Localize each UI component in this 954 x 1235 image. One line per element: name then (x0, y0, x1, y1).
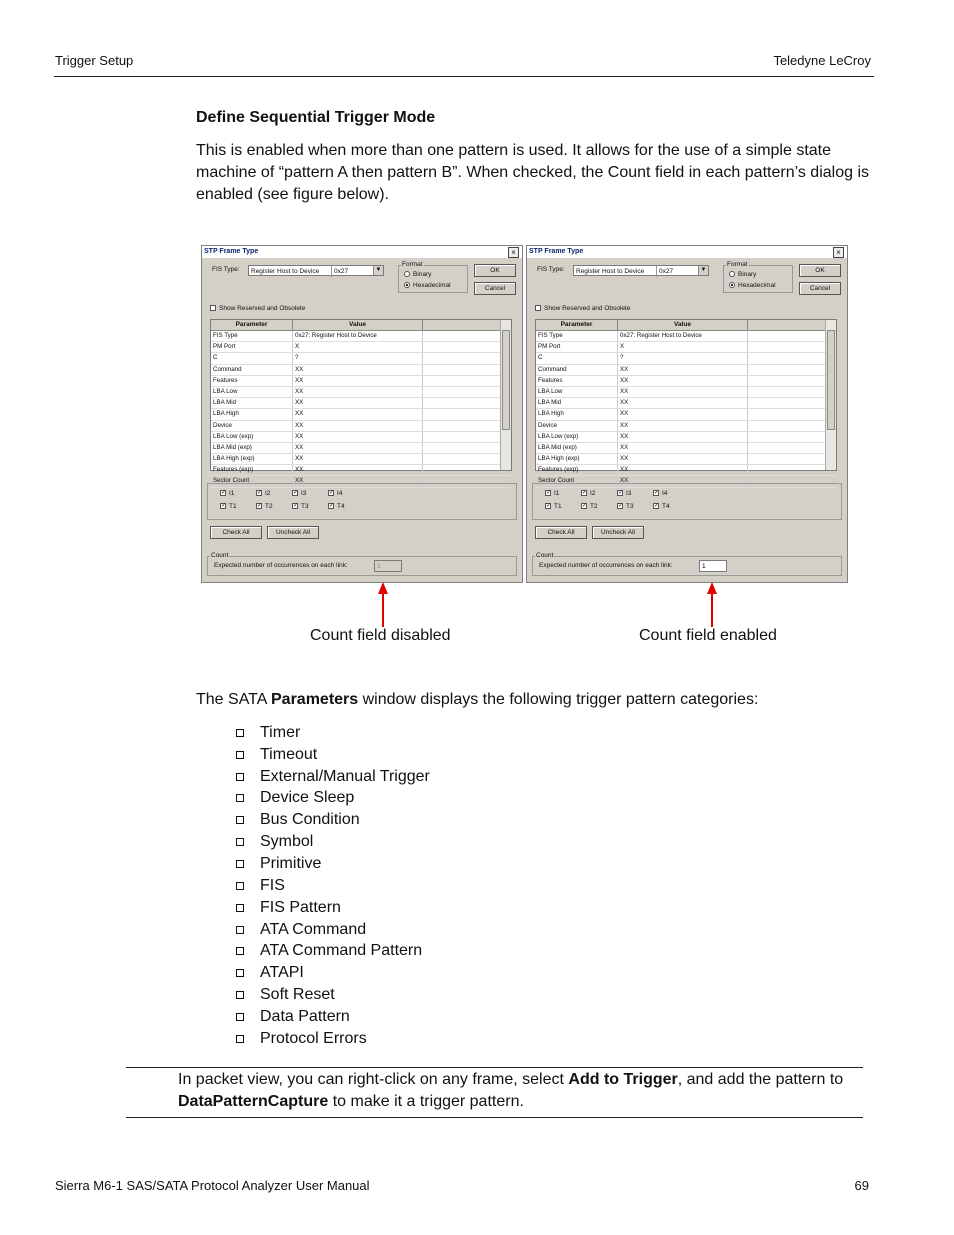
note-part-1: In packet view, you can right-click on any frame, select (178, 1071, 569, 1088)
note-rule-bottom (126, 1117, 863, 1118)
param-cell: LBA Low (211, 387, 293, 397)
count-group (532, 552, 842, 576)
category-item (236, 809, 430, 831)
format-label: Format (402, 261, 423, 268)
category-label: FIS (260, 876, 285, 894)
radio-icon (404, 271, 410, 277)
category-label: Symbol (260, 833, 314, 851)
category-item (236, 766, 430, 788)
category-list (236, 722, 430, 1050)
category-item (236, 1028, 430, 1050)
category-item (236, 1006, 430, 1028)
format-label: Format (727, 261, 748, 268)
header-rule (54, 76, 874, 77)
checkbox-label: T4 (337, 503, 345, 510)
count-description: Expected number of occurrences on each link: (539, 562, 673, 569)
scroll-thumb[interactable] (827, 330, 835, 430)
check-all-button[interactable]: Check All (535, 526, 587, 539)
checked-icon: ✓ (582, 503, 588, 510)
param-cell: FIS Type (536, 331, 618, 341)
table-row[interactable] (536, 353, 836, 364)
radio-selected-icon (729, 282, 735, 288)
value-cell[interactable]: X (618, 342, 748, 352)
grid-header (211, 320, 511, 331)
table-row[interactable] (536, 421, 836, 432)
trigger-checkbox[interactable] (256, 490, 292, 497)
column-header-parameter[interactable]: Parameter (536, 320, 618, 330)
header-section-title: Trigger Setup (55, 53, 134, 68)
radio-label: Binary (738, 271, 757, 278)
table-row[interactable] (536, 454, 836, 465)
checkbox-label: I3 (626, 490, 632, 497)
category-label: Primitive (260, 854, 322, 872)
trigger-checkbox[interactable] (292, 490, 328, 497)
format-group (723, 261, 793, 293)
close-icon[interactable]: × (508, 247, 519, 258)
checkbox-bullet-icon (236, 794, 244, 802)
value-cell[interactable]: XX (293, 432, 423, 442)
category-item (236, 831, 430, 853)
param-cell: PM Port (211, 342, 293, 352)
value-cell[interactable]: XX (293, 465, 423, 475)
param-cell: Device (536, 421, 618, 431)
value-cell[interactable]: XX (293, 421, 423, 431)
table-row[interactable] (211, 465, 511, 476)
checkbox-label: T2 (590, 503, 598, 510)
param-cell: LBA High (536, 409, 618, 419)
checkbox-label: T4 (662, 503, 670, 510)
param-cell: FIS Type (211, 331, 293, 341)
trigger-checkbox[interactable] (581, 490, 617, 497)
check-row (545, 490, 689, 497)
table-row[interactable] (211, 398, 511, 409)
checked-icon: ✓ (329, 503, 335, 510)
param-cell: LBA Mid (exp) (536, 443, 618, 453)
checked-icon: ✓ (293, 503, 299, 510)
value-cell[interactable]: XX (293, 443, 423, 453)
param-cell: Sector Count (211, 476, 293, 486)
stp-frame-type-dialog-disabled (201, 245, 523, 583)
param-cell: PM Port (536, 342, 618, 352)
category-label: Timer (260, 723, 301, 741)
checked-icon: ✓ (618, 503, 624, 510)
uncheck-all-button[interactable]: Uncheck All (267, 526, 319, 539)
table-row[interactable] (211, 421, 511, 432)
fis-type-value: Register Host to Device (251, 268, 320, 275)
param-cell: Features (536, 376, 618, 386)
intro-text-2: window displays the following trigger pattern categories: (358, 691, 759, 708)
categories-intro (196, 689, 876, 711)
count-group (207, 552, 517, 576)
value-cell[interactable]: XX (618, 398, 748, 408)
check-row (220, 490, 364, 497)
checkbox-label: T3 (626, 503, 634, 510)
caption-count-disabled: Count field disabled (310, 627, 451, 644)
checkbox-label: I2 (590, 490, 596, 497)
fis-type-value: Register Host to Device (576, 268, 645, 275)
grid-scrollbar[interactable] (825, 320, 836, 470)
trigger-checkbox[interactable] (545, 503, 581, 510)
arrow-line-left (382, 593, 384, 627)
checkbox-icon (210, 305, 216, 311)
value-cell[interactable]: XX (293, 365, 423, 375)
close-icon[interactable]: × (833, 247, 844, 258)
count-description: Expected number of occurrences on each link: (214, 562, 348, 569)
category-label: ATA Command (260, 920, 367, 938)
param-cell: Features (exp) (211, 465, 293, 475)
value-cell[interactable]: XX (618, 365, 748, 375)
trigger-checkbox[interactable] (653, 490, 689, 497)
param-cell: LBA Mid (exp) (211, 443, 293, 453)
param-cell: Features (211, 376, 293, 386)
trigger-checkbox[interactable] (256, 503, 292, 510)
value-cell[interactable]: 0x27: Register Host to Device (618, 331, 748, 341)
note-text (178, 1069, 868, 1113)
checked-icon: ✓ (654, 503, 660, 510)
trigger-checkbox[interactable] (328, 503, 364, 510)
checked-icon: ✓ (221, 503, 227, 510)
trigger-checkbox[interactable] (581, 503, 617, 510)
value-cell[interactable]: XX (618, 443, 748, 453)
value-cell[interactable]: XX (293, 398, 423, 408)
checked-icon: ✓ (329, 490, 335, 497)
value-cell[interactable]: XX (293, 454, 423, 464)
checkbox-bullet-icon (236, 860, 244, 868)
param-cell: LBA Low (exp) (536, 432, 618, 442)
value-cell[interactable]: ? (618, 353, 748, 363)
checkbox-bullet-icon (236, 882, 244, 890)
value-cell[interactable]: XX (618, 454, 748, 464)
trigger-checkbox[interactable] (653, 503, 689, 510)
param-cell: LBA Low (exp) (211, 432, 293, 442)
table-row[interactable] (211, 454, 511, 465)
checkbox-bullet-icon (236, 838, 244, 846)
checks-group (532, 483, 842, 520)
param-cell: LBA Mid (536, 398, 618, 408)
fis-code-value: 0x27 (331, 266, 348, 277)
param-cell: C (536, 353, 618, 363)
column-header-value[interactable]: Value (293, 320, 423, 330)
show-reserved-checkbox[interactable] (535, 305, 630, 312)
checkbox-label: T2 (265, 503, 273, 510)
value-cell[interactable]: XX (618, 376, 748, 386)
category-item (236, 919, 430, 941)
category-label: Soft Reset (260, 986, 335, 1004)
checkbox-bullet-icon (236, 947, 244, 955)
table-row[interactable] (211, 409, 511, 420)
fis-code-value: 0x27 (656, 266, 673, 277)
category-item (236, 853, 430, 875)
section-paragraph: This is enabled when more than one pattern is used. It allows for the use of a simple state machine of “pattern A then pattern B”. When checked, the Count field in each pattern’s dialog is enabled (see figure below). (196, 142, 869, 203)
checkbox-label: I2 (265, 490, 271, 497)
trigger-checkbox[interactable] (617, 490, 653, 497)
checkbox-bullet-icon (236, 969, 244, 977)
cancel-button[interactable]: Cancel (799, 282, 841, 295)
table-row[interactable] (536, 376, 836, 387)
category-item (236, 788, 430, 810)
table-row[interactable] (211, 432, 511, 443)
category-item (236, 962, 430, 984)
param-cell: LBA Mid (211, 398, 293, 408)
category-label: Bus Condition (260, 811, 360, 829)
category-label: Device Sleep (260, 789, 355, 807)
check-row (545, 503, 689, 510)
chevron-down-icon[interactable]: ▼ (698, 266, 708, 275)
checked-icon: ✓ (582, 490, 588, 497)
fis-type-combo[interactable] (573, 265, 709, 276)
table-row[interactable] (536, 398, 836, 409)
param-cell: LBA High (exp) (536, 454, 618, 464)
chevron-down-icon[interactable]: ▼ (373, 266, 383, 275)
grid-scrollbar[interactable] (500, 320, 511, 470)
checkbox-label: T3 (301, 503, 309, 510)
category-item (236, 897, 430, 919)
checked-icon: ✓ (546, 490, 552, 497)
value-cell[interactable]: XX (618, 409, 748, 419)
checked-icon: ✓ (221, 490, 227, 497)
param-cell: Features (exp) (536, 465, 618, 475)
fis-type-combo[interactable] (248, 265, 384, 276)
value-cell[interactable]: XX (293, 409, 423, 419)
value-cell[interactable]: XX (618, 432, 748, 442)
checked-icon: ✓ (257, 503, 263, 510)
checkbox-bullet-icon (236, 1013, 244, 1021)
checkbox-bullet-icon (236, 926, 244, 934)
trigger-checkbox[interactable] (220, 503, 256, 510)
table-row[interactable] (536, 432, 836, 443)
column-header-value[interactable]: Value (618, 320, 748, 330)
section-heading: Define Sequential Trigger Mode (196, 109, 436, 126)
category-label: ATA Command Pattern (260, 942, 423, 960)
category-label: FIS Pattern (260, 898, 341, 916)
param-cell: Sector Count (536, 476, 618, 486)
value-cell[interactable]: ? (293, 353, 423, 363)
checks-group (207, 483, 517, 520)
table-row[interactable] (211, 353, 511, 364)
checked-icon: ✓ (618, 490, 624, 497)
note-rule-top (126, 1067, 863, 1068)
trigger-checkbox[interactable] (328, 490, 364, 497)
count-input: 1 (374, 560, 402, 572)
uncheck-all-button[interactable]: Uncheck All (592, 526, 644, 539)
param-cell: Command (211, 365, 293, 375)
radio-icon (729, 271, 735, 277)
radio-label: Hexadecimal (413, 282, 451, 289)
checkbox-bullet-icon (236, 1035, 244, 1043)
fis-type-label: FIS Type: (537, 266, 565, 273)
cancel-button[interactable]: Cancel (474, 282, 516, 295)
dialog-title: STP Frame Type (202, 246, 522, 258)
table-row[interactable] (211, 376, 511, 387)
intro-bold-parameters: Parameters (271, 691, 359, 708)
footer-manual-title: Sierra M6-1 SAS/SATA Protocol Analyzer User Manual (55, 1178, 370, 1193)
checked-icon: ✓ (546, 503, 552, 510)
value-cell[interactable]: XX (293, 376, 423, 386)
checkbox-label: I4 (662, 490, 668, 497)
category-label: Data Pattern (260, 1007, 350, 1025)
param-cell: LBA High (211, 409, 293, 419)
format-group (398, 261, 468, 293)
checked-icon: ✓ (257, 490, 263, 497)
format-binary-radio[interactable] (404, 271, 431, 278)
radio-label: Hexadecimal (738, 282, 776, 289)
note-bold-add-to-trigger: Add to Trigger (568, 1071, 678, 1088)
category-label: External/Manual Trigger (260, 767, 430, 785)
category-item (236, 940, 430, 962)
value-cell[interactable]: X (293, 342, 423, 352)
table-row[interactable] (536, 409, 836, 420)
note-part-3: to make it a trigger pattern. (328, 1093, 524, 1110)
table-row[interactable] (536, 342, 836, 353)
checkbox-label: I3 (301, 490, 307, 497)
checkbox-bullet-icon (236, 991, 244, 999)
scroll-thumb[interactable] (502, 330, 510, 430)
radio-selected-icon (404, 282, 410, 288)
value-cell[interactable]: XX (618, 421, 748, 431)
table-row[interactable] (536, 387, 836, 398)
show-reserved-checkbox[interactable] (210, 305, 305, 312)
table-row[interactable] (536, 443, 836, 454)
param-cell: Device (211, 421, 293, 431)
parameter-grid (535, 319, 837, 485)
value-cell[interactable]: XX (293, 476, 423, 486)
checked-icon: ✓ (654, 490, 660, 497)
count-label: Count (211, 552, 229, 559)
ok-button[interactable]: OK (799, 264, 841, 277)
caption-count-enabled: Count field enabled (639, 627, 777, 644)
value-cell[interactable]: 0x27: Register Host to Device (293, 331, 423, 341)
show-reserved-label: Show Reserved and Obsolete (219, 305, 306, 312)
fis-type-label: FIS Type: (212, 266, 240, 273)
param-cell: Command (536, 365, 618, 375)
show-reserved-label: Show Reserved and Obsolete (544, 305, 631, 312)
checkbox-label: I4 (337, 490, 343, 497)
value-cell[interactable]: XX (618, 476, 748, 486)
count-label: Count (536, 552, 554, 559)
table-row[interactable] (211, 387, 511, 398)
intro-text-1: The SATA (196, 691, 271, 708)
trigger-checkbox[interactable] (220, 490, 256, 497)
check-row (220, 503, 364, 510)
table-row[interactable] (211, 365, 511, 376)
checkbox-icon (535, 305, 541, 311)
value-cell[interactable]: XX (618, 465, 748, 475)
category-item (236, 984, 430, 1006)
table-row[interactable] (536, 331, 836, 342)
category-item (236, 722, 430, 744)
dialog-title: STP Frame Type (527, 246, 847, 258)
category-item (236, 744, 430, 766)
format-binary-radio[interactable] (729, 271, 756, 278)
stp-frame-type-dialog-enabled (526, 245, 848, 583)
checkbox-bullet-icon (236, 751, 244, 759)
table-row[interactable] (211, 342, 511, 353)
value-cell[interactable]: XX (618, 387, 748, 397)
checkbox-bullet-icon (236, 904, 244, 912)
table-row[interactable] (211, 331, 511, 342)
category-label: Protocol Errors (260, 1029, 367, 1047)
trigger-checkbox[interactable] (617, 503, 653, 510)
checkbox-bullet-icon (236, 773, 244, 781)
category-label: Timeout (260, 745, 318, 763)
radio-label: Binary (413, 271, 432, 278)
table-row[interactable] (536, 365, 836, 376)
checkbox-label: T1 (229, 503, 237, 510)
category-item (236, 875, 430, 897)
format-hex-radio[interactable] (729, 282, 776, 289)
arrow-line-right (711, 593, 713, 627)
note-part-2: , and add the pattern to (677, 1071, 844, 1088)
grid-header (536, 320, 836, 331)
param-cell: LBA Low (536, 387, 618, 397)
value-cell[interactable]: XX (293, 387, 423, 397)
trigger-checkbox[interactable] (292, 503, 328, 510)
category-label: ATAPI (260, 964, 304, 982)
checkbox-label: I1 (229, 490, 235, 497)
checked-icon: ✓ (293, 490, 299, 497)
note-bold-datapatterncapture: DataPatternCapture (178, 1093, 329, 1110)
checkbox-bullet-icon (236, 729, 244, 737)
checkbox-label: T1 (554, 503, 562, 510)
column-header-parameter[interactable]: Parameter (211, 320, 293, 330)
table-row[interactable] (536, 465, 836, 476)
header-company: Teledyne LeCroy (773, 53, 871, 68)
checkbox-label: I1 (554, 490, 560, 497)
table-row[interactable] (211, 443, 511, 454)
checkbox-bullet-icon (236, 816, 244, 824)
format-hex-radio[interactable] (404, 282, 451, 289)
param-cell: LBA High (exp) (211, 454, 293, 464)
parameter-grid (210, 319, 512, 485)
param-cell: C (211, 353, 293, 363)
ok-button[interactable]: OK (474, 264, 516, 277)
count-input[interactable]: 1 (699, 560, 727, 572)
check-all-button[interactable]: Check All (210, 526, 262, 539)
trigger-checkbox[interactable] (545, 490, 581, 497)
footer-page-number: 69 (854, 1178, 869, 1193)
